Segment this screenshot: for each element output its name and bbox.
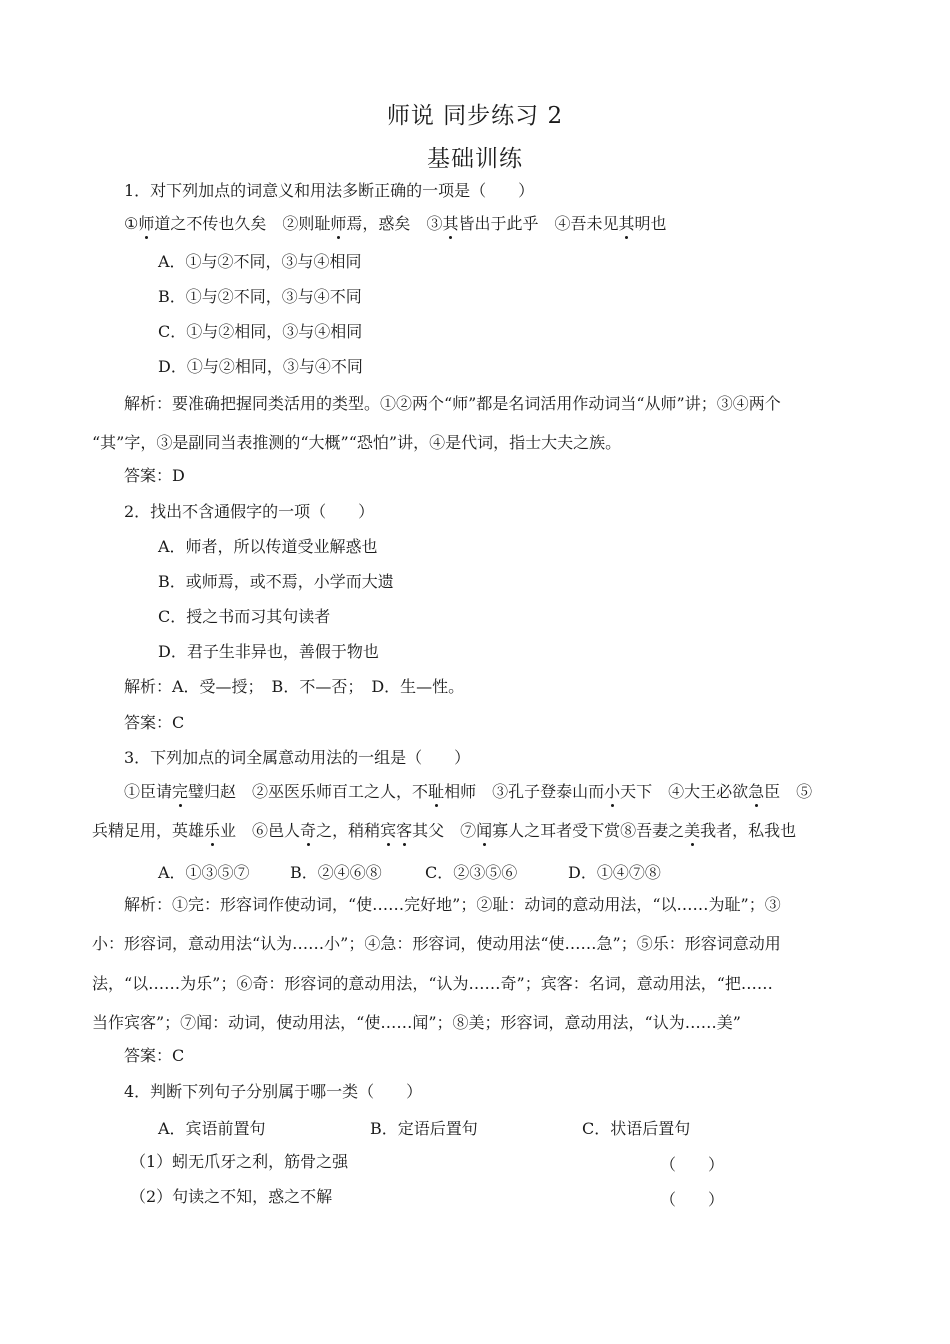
question-1-option-c: C．①与②相同，③与④相同	[158, 322, 363, 341]
dotted-char: 美	[684, 821, 701, 840]
question-2-option-a: A．师者，所以传道受业解惑也	[158, 537, 378, 556]
question-4-type-a: A．宾语前置句	[158, 1119, 266, 1138]
dotted-char: 耻	[428, 782, 445, 801]
question-3-analysis-line-4: 当作宾客”；⑦闻：动词，使动用法，“使……闻”；⑧美；形容词，意动用法，“认为……美”	[92, 1013, 741, 1032]
question-3-sentences-line-1: ①臣请完璧归赵 ②巫医乐师百工之人，不耻相师 ③孔子登泰山而小天下 ④大王必欲急臣 ⑤	[124, 782, 813, 801]
dotted-char: 急	[748, 782, 765, 801]
question-3-answer: 答案：C	[124, 1046, 185, 1065]
question-3-option-a: A．①③⑤⑦	[158, 863, 250, 882]
question-2-analysis: 解析：A．受—授； B．不—否； D．生—性。	[124, 677, 465, 696]
question-4-type-c: C．状语后置句	[582, 1119, 691, 1138]
question-1-option-a: A．①与②不同，③与④相同	[158, 252, 362, 271]
dotted-char: 师	[138, 214, 155, 233]
question-3-option-c: C．②③⑤⑥	[425, 863, 518, 882]
question-1-option-b: B．①与②不同，③与④不同	[158, 287, 362, 306]
dotted-char: 闻	[476, 821, 493, 840]
question-4-item-1-answer-blank[interactable]: （ ）	[660, 1155, 725, 1174]
question-3-analysis-line-1: 解析：①完：形容词作使动词，“使……完好地”；②耻：动词的意动用法，“以……为耻”；③	[124, 895, 781, 914]
question-3-option-d: D．①④⑦⑧	[568, 863, 661, 882]
question-1-answer: 答案：D	[124, 466, 185, 485]
question-4-item-2: （2）句读之不知，惑之不解	[130, 1187, 333, 1206]
question-1-analysis-line-2: “其”字，③是副同当表推测的“大概”“恐怕”讲，④是代词，指士大夫之族。	[92, 433, 622, 452]
dotted-char: 乐	[204, 821, 221, 840]
question-2-option-b: B．或师焉，或不焉，小学而大遗	[158, 572, 394, 591]
section-title: 基础训练	[427, 146, 523, 172]
dotted-char: 客	[396, 821, 413, 840]
dotted-char: 师	[330, 214, 347, 233]
dotted-char: 小	[604, 782, 621, 801]
page-title: 师说 同步练习 2	[386, 103, 564, 129]
question-2-stem: 2．找出不含通假字的一项（ ）	[124, 502, 375, 521]
question-3-analysis-line-3: 法，“以……为乐”；⑥奇：形容词的意动用法，“认为……奇”；宾客：名词，意动用法，“把……	[92, 974, 773, 993]
question-2-option-c: C．授之书而习其句读者	[158, 607, 331, 626]
dotted-char: 宾	[380, 821, 397, 840]
dotted-char: 其	[618, 214, 635, 233]
question-1-sentences: ①师道之不传也久矣 ②则耻师焉，惑矣 ③其皆出于此乎 ④吾未见其明也	[124, 214, 667, 233]
question-4-item-2-answer-blank[interactable]: （ ）	[660, 1190, 725, 1209]
question-4-stem: 4．判断下列句子分别属于哪一类（ ）	[124, 1082, 423, 1101]
question-1-option-d: D．①与②相同，③与④不同	[158, 357, 363, 376]
dotted-char: 完	[172, 782, 189, 801]
dotted-char: 奇	[300, 821, 317, 840]
question-1-analysis-line-1: 解析：要准确把握同类活用的类型。①②两个“师”都是名词活用作动词当“从师”讲；③④两个	[124, 394, 781, 413]
question-3-stem: 3．下列加点的词全属意动用法的一组是（ ）	[124, 748, 471, 767]
question-3-analysis-line-2: 小：形容词，意动用法“认为……小”；④急：形容词，使动用法“使……急”；⑤乐：形容词意动用	[92, 934, 781, 953]
question-3-sentences-line-2: 兵精足用，英雄乐业 ⑥邑人奇之，稍稍宾客其父 ⑦闻寡人之耳者受下赏⑧吾妻之美我者，私我也	[92, 821, 797, 840]
question-2-answer: 答案：C	[124, 713, 185, 732]
question-1-stem: 1．对下列加点的词意义和用法多断正确的一项是（ ）	[124, 181, 535, 200]
question-2-option-d: D．君子生非异也，善假于物也	[158, 642, 379, 661]
question-3-option-b: B．②④⑥⑧	[290, 863, 382, 882]
question-4-item-1: （1）蚓无爪牙之利，筋骨之强	[130, 1152, 349, 1171]
dotted-char: 其	[442, 214, 459, 233]
question-4-type-b: B．定语后置句	[370, 1119, 478, 1138]
